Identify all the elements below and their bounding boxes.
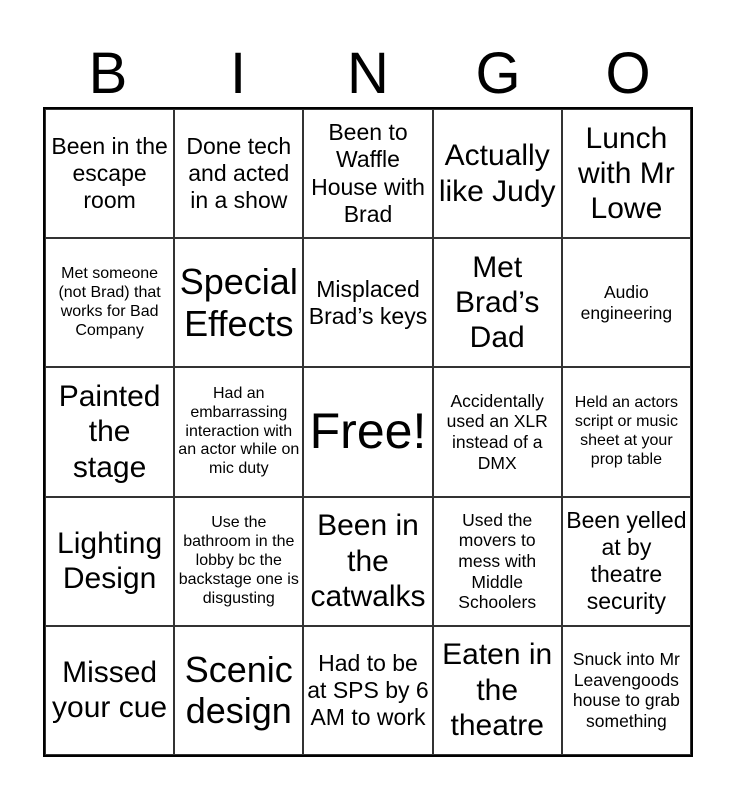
bingo-cell[interactable]: Had to be at SPS by 6 AM to work — [303, 626, 432, 755]
bingo-cell[interactable]: Use the bathroom in the lobby bc the backstage one is disgusting — [174, 497, 303, 626]
bingo-cell[interactable]: Eaten in the theatre — [433, 626, 562, 755]
bingo-cell[interactable]: Lighting Design — [45, 497, 174, 626]
bingo-cell[interactable]: Misplaced Brad’s keys — [303, 238, 432, 367]
bingo-cell[interactable]: Snuck into Mr Leavengoods house to grab something — [562, 626, 691, 755]
bingo-cell[interactable]: Special Effects — [174, 238, 303, 367]
free-space-cell[interactable]: Free! — [303, 367, 432, 496]
header-letter-n: N — [347, 41, 389, 106]
bingo-cell[interactable]: Met someone (not Brad) that works for Bad Company — [45, 238, 174, 367]
bingo-cell[interactable]: Had an embarrassing interaction with an actor while on mic duty — [174, 367, 303, 496]
bingo-cell[interactable]: Met Brad’s Dad — [433, 238, 562, 367]
bingo-cell[interactable]: Scenic design — [174, 626, 303, 755]
bingo-cell[interactable]: Accidentally used an XLR instead of a DMX — [433, 367, 562, 496]
bingo-cell[interactable]: Audio engineering — [562, 238, 691, 367]
bingo-cell[interactable]: Been to Waffle House with Brad — [303, 109, 432, 238]
bingo-cell[interactable]: Used the movers to mess with Middle Schoolers — [433, 497, 562, 626]
bingo-cell[interactable]: Painted the stage — [45, 367, 174, 496]
bingo-cell[interactable]: Lunch with Mr Lowe — [562, 109, 691, 238]
bingo-cell[interactable]: Held an actors script or music sheet at your prop table — [562, 367, 691, 496]
header-letter-i: I — [229, 41, 247, 106]
bingo-board — [43, 107, 693, 757]
header-letter-o: O — [605, 41, 651, 106]
bingo-cell[interactable]: Missed your cue — [45, 626, 174, 755]
header-letter-g: G — [475, 41, 521, 106]
header-letter-b: B — [88, 41, 128, 106]
bingo-cell[interactable]: Been in the escape room — [45, 109, 174, 238]
bingo-cell[interactable]: Been in the catwalks — [303, 497, 432, 626]
bingo-cell[interactable]: Actually like Judy — [433, 109, 562, 238]
bingo-cell[interactable]: Done tech and acted in a show — [174, 109, 303, 238]
bingo-header — [43, 42, 693, 106]
bingo-cell[interactable]: Been yelled at by theatre security — [562, 497, 691, 626]
